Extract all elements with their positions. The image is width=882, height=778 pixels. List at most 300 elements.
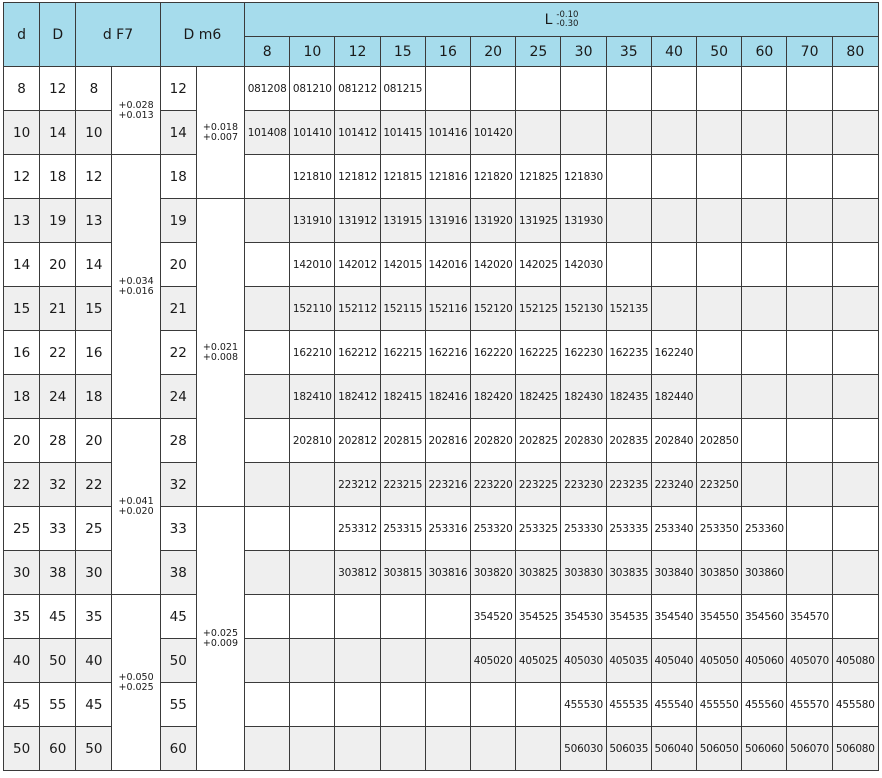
cell-Dm6: 28 [160, 419, 196, 463]
m6-tolerance [196, 199, 244, 507]
cell-part-code [697, 111, 742, 155]
cell-part-code: 405025 [516, 639, 561, 683]
cell-part-code: 455560 [742, 683, 787, 727]
cell-part-code [832, 111, 878, 155]
cell-dF7: 22 [76, 463, 112, 507]
cell-part-code: 121820 [471, 155, 516, 199]
cell-part-code [651, 287, 696, 331]
m6-tolerance-lower: +0.008 [202, 351, 239, 363]
cell-part-code: 405060 [742, 639, 787, 683]
cell-d: 25 [4, 507, 40, 551]
header-length: 35 [606, 37, 651, 67]
m6-tolerance-lower: +0.007 [202, 131, 239, 143]
cell-part-code: 121825 [516, 155, 561, 199]
cell-d: 20 [4, 419, 40, 463]
cell-part-code [651, 111, 696, 155]
cell-part-code: 405020 [471, 639, 516, 683]
cell-part-code [787, 375, 832, 419]
cell-dF7: 16 [76, 331, 112, 375]
cell-part-code [742, 463, 787, 507]
cell-D: 50 [40, 639, 76, 683]
cell-Dm6: 32 [160, 463, 196, 507]
cell-part-code: 354540 [651, 595, 696, 639]
cell-part-code: 253315 [380, 507, 425, 551]
cell-D: 28 [40, 419, 76, 463]
cell-part-code: 152130 [561, 287, 606, 331]
cell-part-code: 202835 [606, 419, 651, 463]
cell-part-code: 223235 [606, 463, 651, 507]
cell-part-code [651, 199, 696, 243]
cell-part-code: 162210 [290, 331, 335, 375]
cell-part-code [245, 507, 290, 551]
cell-part-code [245, 375, 290, 419]
m6-tolerance [196, 507, 244, 771]
cell-part-code: 405070 [787, 639, 832, 683]
cell-part-code [245, 287, 290, 331]
cell-part-code: 162220 [471, 331, 516, 375]
cell-part-code: 121816 [425, 155, 470, 199]
cell-part-code: 202816 [425, 419, 470, 463]
cell-part-code [606, 243, 651, 287]
header-length: 15 [380, 37, 425, 67]
cell-part-code [425, 595, 470, 639]
cell-part-code: 152125 [516, 287, 561, 331]
cell-part-code [742, 111, 787, 155]
cell-D: 55 [40, 683, 76, 727]
cell-part-code: 131912 [335, 199, 380, 243]
cell-part-code [787, 507, 832, 551]
cell-part-code [697, 67, 742, 111]
F7-tolerance [112, 419, 160, 595]
cell-part-code: 142010 [290, 243, 335, 287]
cell-part-code: 202812 [335, 419, 380, 463]
cell-part-code: 182435 [606, 375, 651, 419]
cell-part-code: 223225 [516, 463, 561, 507]
F7-tolerance-lower: +0.013 [118, 109, 154, 121]
cell-part-code: 253312 [335, 507, 380, 551]
cell-part-code [380, 683, 425, 727]
cell-part-code: 253360 [742, 507, 787, 551]
cell-part-code [832, 331, 878, 375]
cell-part-code [561, 111, 606, 155]
cell-part-code [832, 67, 878, 111]
cell-part-code: 455580 [832, 683, 878, 727]
cell-part-code: 131930 [561, 199, 606, 243]
cell-Dm6: 14 [160, 111, 196, 155]
m6-tolerance-upper: +0.025 [202, 627, 239, 639]
cell-part-code [832, 463, 878, 507]
cell-part-code: 202825 [516, 419, 561, 463]
header-L-tol-lower: -0.30 [556, 18, 579, 29]
F7-tolerance-upper: +0.041 [118, 495, 154, 507]
header-d: d [4, 3, 40, 67]
cell-part-code: 101420 [471, 111, 516, 155]
cell-dF7: 8 [76, 67, 112, 111]
cell-dF7: 35 [76, 595, 112, 639]
cell-part-code: 182416 [425, 375, 470, 419]
cell-part-code: 121812 [335, 155, 380, 199]
cell-part-code [425, 683, 470, 727]
cell-d: 13 [4, 199, 40, 243]
cell-part-code: 506030 [561, 727, 606, 771]
cell-part-code: 303835 [606, 551, 651, 595]
cell-dF7: 13 [76, 199, 112, 243]
bushing-dimension-table [3, 2, 879, 771]
cell-part-code [380, 727, 425, 771]
cell-d: 50 [4, 727, 40, 771]
cell-Dm6: 38 [160, 551, 196, 595]
cell-part-code [471, 727, 516, 771]
cell-part-code [606, 67, 651, 111]
header-D: D [40, 3, 76, 67]
cell-part-code [832, 375, 878, 419]
cell-d: 45 [4, 683, 40, 727]
cell-part-code: 303825 [516, 551, 561, 595]
header-Dm6: D m6 [160, 3, 244, 67]
cell-part-code: 182430 [561, 375, 606, 419]
header-length: 12 [335, 37, 380, 67]
cell-dF7: 14 [76, 243, 112, 287]
cell-part-code: 131916 [425, 199, 470, 243]
cell-part-code: 152115 [380, 287, 425, 331]
cell-part-code [290, 595, 335, 639]
cell-part-code: 354525 [516, 595, 561, 639]
F7-tolerance [112, 67, 160, 155]
cell-part-code: 182440 [651, 375, 696, 419]
header-length: 16 [425, 37, 470, 67]
cell-part-code [742, 419, 787, 463]
cell-part-code: 142030 [561, 243, 606, 287]
cell-part-code [516, 67, 561, 111]
cell-part-code [516, 683, 561, 727]
cell-part-code: 182420 [471, 375, 516, 419]
cell-part-code: 131915 [380, 199, 425, 243]
cell-part-code [742, 155, 787, 199]
cell-part-code [335, 683, 380, 727]
F7-tolerance [112, 155, 160, 419]
cell-part-code [742, 199, 787, 243]
cell-Dm6: 20 [160, 243, 196, 287]
table-row [4, 595, 879, 639]
cell-part-code: 405080 [832, 639, 878, 683]
cell-part-code: 121815 [380, 155, 425, 199]
F7-tolerance [112, 595, 160, 771]
cell-part-code [516, 111, 561, 155]
cell-Dm6: 21 [160, 287, 196, 331]
header-length: 40 [651, 37, 696, 67]
cell-part-code [245, 243, 290, 287]
cell-dF7: 12 [76, 155, 112, 199]
cell-D: 45 [40, 595, 76, 639]
header-length: 80 [832, 37, 878, 67]
cell-dF7: 18 [76, 375, 112, 419]
cell-dF7: 10 [76, 111, 112, 155]
cell-part-code [245, 199, 290, 243]
cell-part-code: 142020 [471, 243, 516, 287]
cell-part-code: 455570 [787, 683, 832, 727]
cell-part-code: 101415 [380, 111, 425, 155]
cell-part-code: 455550 [697, 683, 742, 727]
cell-part-code [787, 243, 832, 287]
cell-part-code [606, 199, 651, 243]
header-length: 50 [697, 37, 742, 67]
cell-part-code [697, 155, 742, 199]
cell-part-code: 303830 [561, 551, 606, 595]
cell-part-code: 081208 [245, 67, 290, 111]
cell-part-code: 101416 [425, 111, 470, 155]
header-L-label: L [544, 11, 553, 28]
cell-part-code [245, 595, 290, 639]
table-row [4, 67, 879, 111]
cell-part-code [787, 463, 832, 507]
cell-part-code [651, 155, 696, 199]
cell-part-code [290, 639, 335, 683]
cell-part-code: 162215 [380, 331, 425, 375]
cell-part-code: 121810 [290, 155, 335, 199]
cell-part-code: 152112 [335, 287, 380, 331]
cell-d: 18 [4, 375, 40, 419]
table-header [4, 3, 879, 67]
cell-part-code [245, 727, 290, 771]
cell-part-code [245, 463, 290, 507]
cell-part-code: 253316 [425, 507, 470, 551]
cell-part-code: 405050 [697, 639, 742, 683]
cell-part-code [787, 199, 832, 243]
cell-part-code [335, 727, 380, 771]
cell-part-code: 131920 [471, 199, 516, 243]
cell-part-code: 152135 [606, 287, 651, 331]
F7-tolerance-upper: +0.034 [118, 275, 154, 287]
cell-part-code: 253325 [516, 507, 561, 551]
cell-part-code [245, 155, 290, 199]
cell-part-code [245, 419, 290, 463]
cell-part-code: 506040 [651, 727, 696, 771]
cell-part-code: 131910 [290, 199, 335, 243]
cell-part-code: 101412 [335, 111, 380, 155]
cell-part-code [787, 331, 832, 375]
cell-part-code [335, 595, 380, 639]
cell-part-code: 142012 [335, 243, 380, 287]
cell-part-code: 405040 [651, 639, 696, 683]
cell-part-code: 142025 [516, 243, 561, 287]
cell-part-code [380, 639, 425, 683]
cell-part-code [290, 507, 335, 551]
cell-d: 30 [4, 551, 40, 595]
cell-d: 14 [4, 243, 40, 287]
cell-part-code: 202830 [561, 419, 606, 463]
table-body [4, 67, 879, 771]
cell-part-code: 455540 [651, 683, 696, 727]
cell-part-code: 223240 [651, 463, 696, 507]
header-length: 70 [787, 37, 832, 67]
cell-part-code: 354560 [742, 595, 787, 639]
cell-part-code: 354550 [697, 595, 742, 639]
cell-part-code: 162216 [425, 331, 470, 375]
header-length: 30 [561, 37, 606, 67]
cell-part-code: 253340 [651, 507, 696, 551]
cell-d: 35 [4, 595, 40, 639]
cell-part-code [697, 375, 742, 419]
cell-part-code [290, 683, 335, 727]
cell-dF7: 15 [76, 287, 112, 331]
cell-part-code: 303840 [651, 551, 696, 595]
cell-part-code [606, 155, 651, 199]
cell-part-code: 223220 [471, 463, 516, 507]
cell-part-code [787, 419, 832, 463]
cell-part-code [832, 551, 878, 595]
cell-part-code: 223212 [335, 463, 380, 507]
cell-part-code [832, 287, 878, 331]
m6-tolerance [196, 67, 244, 199]
header-dF7: d F7 [76, 3, 160, 67]
F7-tolerance-upper: +0.028 [118, 99, 154, 111]
cell-part-code [697, 287, 742, 331]
cell-part-code [742, 375, 787, 419]
header-length: 20 [471, 37, 516, 67]
cell-D: 19 [40, 199, 76, 243]
cell-part-code [651, 243, 696, 287]
cell-part-code [516, 727, 561, 771]
header-L-tol-upper: -0.10 [556, 9, 579, 20]
table-row [4, 155, 879, 199]
cell-part-code [245, 683, 290, 727]
cell-d: 22 [4, 463, 40, 507]
cell-part-code: 162225 [516, 331, 561, 375]
cell-part-code: 354530 [561, 595, 606, 639]
cell-dF7: 25 [76, 507, 112, 551]
cell-part-code: 223216 [425, 463, 470, 507]
cell-dF7: 40 [76, 639, 112, 683]
cell-part-code: 162230 [561, 331, 606, 375]
cell-part-code: 182415 [380, 375, 425, 419]
cell-part-code: 202820 [471, 419, 516, 463]
cell-part-code: 303820 [471, 551, 516, 595]
cell-Dm6: 24 [160, 375, 196, 419]
cell-part-code [245, 331, 290, 375]
header-L-tolerance [556, 11, 578, 29]
m6-tolerance-upper: +0.018 [202, 121, 239, 133]
cell-part-code: 253335 [606, 507, 651, 551]
cell-part-code: 405035 [606, 639, 651, 683]
cell-D: 18 [40, 155, 76, 199]
cell-part-code: 354570 [787, 595, 832, 639]
cell-Dm6: 60 [160, 727, 196, 771]
cell-part-code [290, 463, 335, 507]
F7-tolerance-upper: +0.050 [118, 671, 154, 683]
cell-part-code: 142015 [380, 243, 425, 287]
cell-part-code: 142016 [425, 243, 470, 287]
cell-part-code [787, 67, 832, 111]
cell-part-code [606, 111, 651, 155]
cell-part-code: 152116 [425, 287, 470, 331]
cell-part-code [787, 111, 832, 155]
cell-d: 16 [4, 331, 40, 375]
cell-part-code [742, 331, 787, 375]
cell-part-code: 223250 [697, 463, 742, 507]
cell-Dm6: 45 [160, 595, 196, 639]
cell-part-code [561, 67, 606, 111]
cell-part-code: 455530 [561, 683, 606, 727]
cell-part-code [832, 595, 878, 639]
cell-D: 33 [40, 507, 76, 551]
cell-D: 24 [40, 375, 76, 419]
cell-part-code: 081210 [290, 67, 335, 111]
cell-part-code: 303812 [335, 551, 380, 595]
cell-D: 20 [40, 243, 76, 287]
m6-tolerance-lower: +0.009 [202, 637, 239, 649]
cell-part-code [832, 419, 878, 463]
cell-part-code: 202815 [380, 419, 425, 463]
cell-part-code [245, 639, 290, 683]
cell-part-code: 506035 [606, 727, 651, 771]
cell-part-code: 182412 [335, 375, 380, 419]
cell-part-code [742, 287, 787, 331]
cell-d: 15 [4, 287, 40, 331]
F7-tolerance-lower: +0.025 [118, 681, 154, 693]
cell-part-code: 253330 [561, 507, 606, 551]
cell-d: 10 [4, 111, 40, 155]
cell-part-code: 152110 [290, 287, 335, 331]
cell-part-code [832, 243, 878, 287]
cell-Dm6: 50 [160, 639, 196, 683]
cell-D: 14 [40, 111, 76, 155]
cell-Dm6: 19 [160, 199, 196, 243]
cell-dF7: 30 [76, 551, 112, 595]
cell-D: 60 [40, 727, 76, 771]
cell-part-code: 354520 [471, 595, 516, 639]
cell-part-code [245, 551, 290, 595]
cell-dF7: 20 [76, 419, 112, 463]
cell-Dm6: 55 [160, 683, 196, 727]
cell-part-code [290, 727, 335, 771]
cell-part-code: 455535 [606, 683, 651, 727]
cell-part-code [742, 243, 787, 287]
cell-part-code: 303815 [380, 551, 425, 595]
cell-part-code: 303850 [697, 551, 742, 595]
cell-part-code: 081212 [335, 67, 380, 111]
m6-tolerance-upper: +0.021 [202, 341, 239, 353]
cell-d: 8 [4, 67, 40, 111]
cell-part-code [832, 507, 878, 551]
cell-part-code [425, 67, 470, 111]
cell-part-code [787, 155, 832, 199]
cell-D: 12 [40, 67, 76, 111]
cell-part-code: 162235 [606, 331, 651, 375]
cell-D: 21 [40, 287, 76, 331]
cell-Dm6: 22 [160, 331, 196, 375]
cell-Dm6: 33 [160, 507, 196, 551]
header-length: 10 [290, 37, 335, 67]
cell-part-code: 253320 [471, 507, 516, 551]
F7-tolerance-lower: +0.016 [118, 285, 154, 297]
cell-part-code [697, 199, 742, 243]
cell-D: 38 [40, 551, 76, 595]
header-L [245, 3, 879, 37]
cell-part-code [335, 639, 380, 683]
cell-part-code: 182410 [290, 375, 335, 419]
cell-dF7: 50 [76, 727, 112, 771]
cell-part-code: 506050 [697, 727, 742, 771]
cell-part-code [425, 639, 470, 683]
F7-tolerance-lower: +0.020 [118, 505, 154, 517]
cell-part-code: 202850 [697, 419, 742, 463]
cell-part-code: 506060 [742, 727, 787, 771]
cell-part-code [380, 595, 425, 639]
cell-part-code [787, 551, 832, 595]
header-length: 60 [742, 37, 787, 67]
cell-Dm6: 12 [160, 67, 196, 111]
cell-part-code: 081215 [380, 67, 425, 111]
